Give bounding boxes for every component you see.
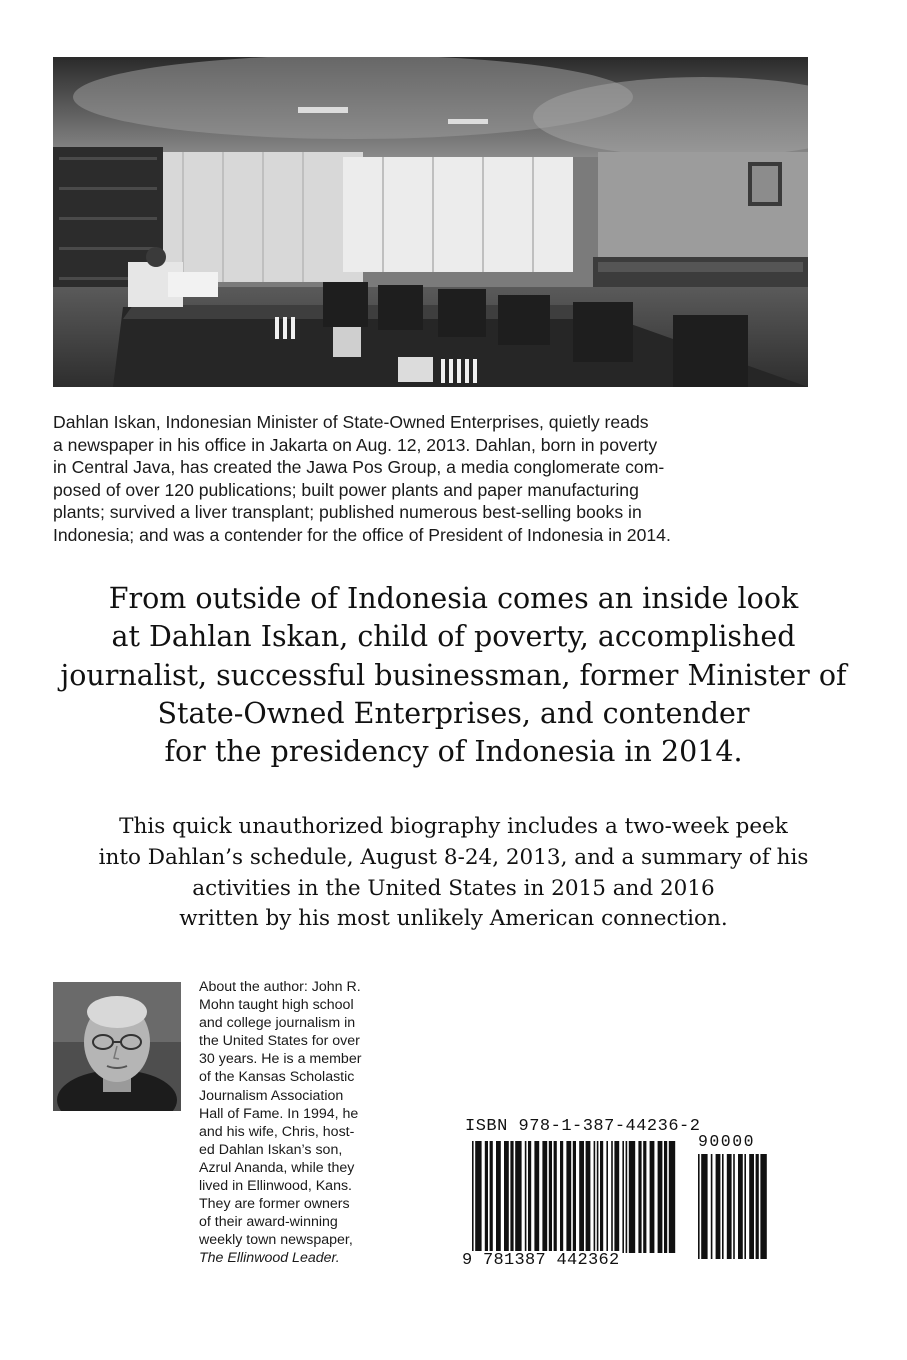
- summary-line: written by his most unlikely American connection.: [179, 906, 728, 932]
- isbn-label: ISBN 978-1-387-44236-2: [465, 1117, 701, 1136]
- barcode-bar: [515, 1141, 521, 1253]
- cover-photo: [53, 57, 808, 387]
- barcode-bar: [738, 1154, 743, 1259]
- barcode-bar: [744, 1154, 746, 1259]
- bio-line: About the author: John R.: [199, 979, 361, 995]
- headline-line: State-Owned Enterprises, and contender: [157, 696, 750, 730]
- barcode-bar: [643, 1141, 646, 1253]
- photo-caption: [53, 411, 823, 547]
- bio-line: Mohn taught high school: [199, 997, 354, 1014]
- bio-line: of their award-winning: [199, 1214, 338, 1231]
- barcode-bar: [496, 1141, 501, 1253]
- barcode-bar: [504, 1141, 509, 1253]
- barcode-bar: [669, 1141, 675, 1253]
- barcode-bar: [727, 1154, 732, 1259]
- caption-line: Dahlan Iskan, Indonesian Minister of State-Owned Enterprises, quietly reads: [53, 412, 649, 432]
- headline-line: journalist, successful businessman, former Minister of: [60, 658, 847, 692]
- barcode-bar: [554, 1141, 557, 1253]
- barcode-bar: [579, 1141, 584, 1253]
- bio-line: 30 years. He is a member: [199, 1051, 362, 1068]
- barcode-bar: [549, 1141, 552, 1253]
- bio-line: Azrul Ananda, while they: [199, 1159, 355, 1176]
- summary-line: into Dahlan’s schedule, August 8-24, 2013, and a summary of his: [98, 844, 809, 870]
- barcode-bar: [566, 1141, 571, 1253]
- book-summary: [30, 812, 877, 935]
- bio-line: Hall of Fame. In 1994, he: [199, 1105, 359, 1122]
- summary-line: activities in the United States in 2015 and 2016: [192, 875, 715, 901]
- headline-line: at Dahlan Iskan, child of poverty, accomplished: [111, 620, 796, 654]
- bio-line: of the Kansas Scholastic: [199, 1069, 355, 1086]
- author-portrait: [53, 982, 181, 1111]
- bio-line: They are former owners: [199, 1196, 350, 1213]
- barcode-bar: [760, 1154, 766, 1259]
- barcode-bar: [756, 1154, 759, 1259]
- barcode-bar: [650, 1141, 655, 1253]
- barcode-bar: [534, 1141, 539, 1253]
- caption-line: posed of over 120 publications; built power plants and paper manufacturing: [53, 479, 639, 500]
- barcode-bar: [626, 1141, 628, 1253]
- barcode-bar: [606, 1141, 608, 1253]
- author-portrait-illustration: [53, 982, 181, 1111]
- barcode-bar: [722, 1154, 724, 1259]
- bio-line: and his wife, Chris, host-: [199, 1123, 355, 1140]
- barcode-bar: [573, 1141, 576, 1253]
- barcode-bar: [716, 1154, 721, 1259]
- caption-line: a newspaper in his office in Jakarta on Aug. 12, 2013. Dahlan, born in poverty: [53, 434, 658, 455]
- barcode-bar: [638, 1141, 641, 1253]
- caption-line: Indonesia; and was a contender for the office of President of Indonesia in 2014.: [53, 524, 671, 545]
- barcode-bar: [490, 1141, 493, 1253]
- bio-line: Journalism Association: [199, 1087, 344, 1104]
- barcode-bar: [664, 1141, 667, 1253]
- caption-line: in Central Java, has created the Jawa Pos Group, a media conglomerate com-: [53, 457, 665, 478]
- addon-bars: [698, 1154, 768, 1272]
- barcode-bar: [600, 1141, 603, 1253]
- barcode-bar: [525, 1141, 527, 1253]
- barcode-bar: [510, 1141, 513, 1253]
- barcode-bar: [622, 1141, 624, 1253]
- barcode-bar: [614, 1141, 619, 1253]
- barcode-bar: [658, 1141, 663, 1253]
- headline-line: for the presidency of Indonesia in 2014.: [164, 735, 743, 769]
- barcode-bar: [472, 1141, 474, 1253]
- barcode-bar: [528, 1141, 531, 1253]
- ean-number: 9 781387 442362: [462, 1251, 620, 1270]
- barcode-bar: [485, 1141, 488, 1253]
- bio-line: weekly town newspaper,: [199, 1232, 353, 1249]
- barcode-bar: [597, 1141, 599, 1253]
- newspaper-name: The Ellinwood Leader.: [199, 1250, 340, 1267]
- author-bio: [199, 978, 399, 1268]
- bio-line: ed Dahlan Iskan’s son,: [199, 1141, 343, 1158]
- barcode-bar: [698, 1154, 700, 1259]
- barcode-bar: [594, 1141, 596, 1253]
- barcode-bar: [560, 1141, 563, 1253]
- barcode-bar: [711, 1154, 713, 1259]
- office-scene-illustration: [53, 57, 808, 387]
- price-code: 90000: [698, 1132, 756, 1151]
- barcode-bar: [701, 1154, 707, 1259]
- cover-headline: [30, 580, 877, 771]
- isbn-barcode: [458, 1113, 792, 1273]
- barcode-bar: [586, 1141, 591, 1253]
- barcode-bar: [542, 1141, 547, 1253]
- caption-line: plants; survived a liver transplant; published numerous best-selling books in: [53, 502, 642, 523]
- barcode-bar: [629, 1141, 635, 1253]
- barcode-bar: [749, 1154, 754, 1259]
- bio-line: lived in Ellinwood, Kans.: [199, 1178, 352, 1195]
- summary-line: This quick unauthorized biography includes a two-week peek: [119, 814, 788, 839]
- headline-line: From outside of Indonesia comes an inside look: [108, 582, 799, 615]
- barcode-bar: [733, 1154, 735, 1259]
- bio-line: and college journalism in: [199, 1015, 356, 1032]
- ean-bars: [472, 1141, 682, 1259]
- barcode-bar: [475, 1141, 481, 1253]
- bio-line: the United States for over: [199, 1033, 360, 1050]
- barcode-bar: [611, 1141, 613, 1253]
